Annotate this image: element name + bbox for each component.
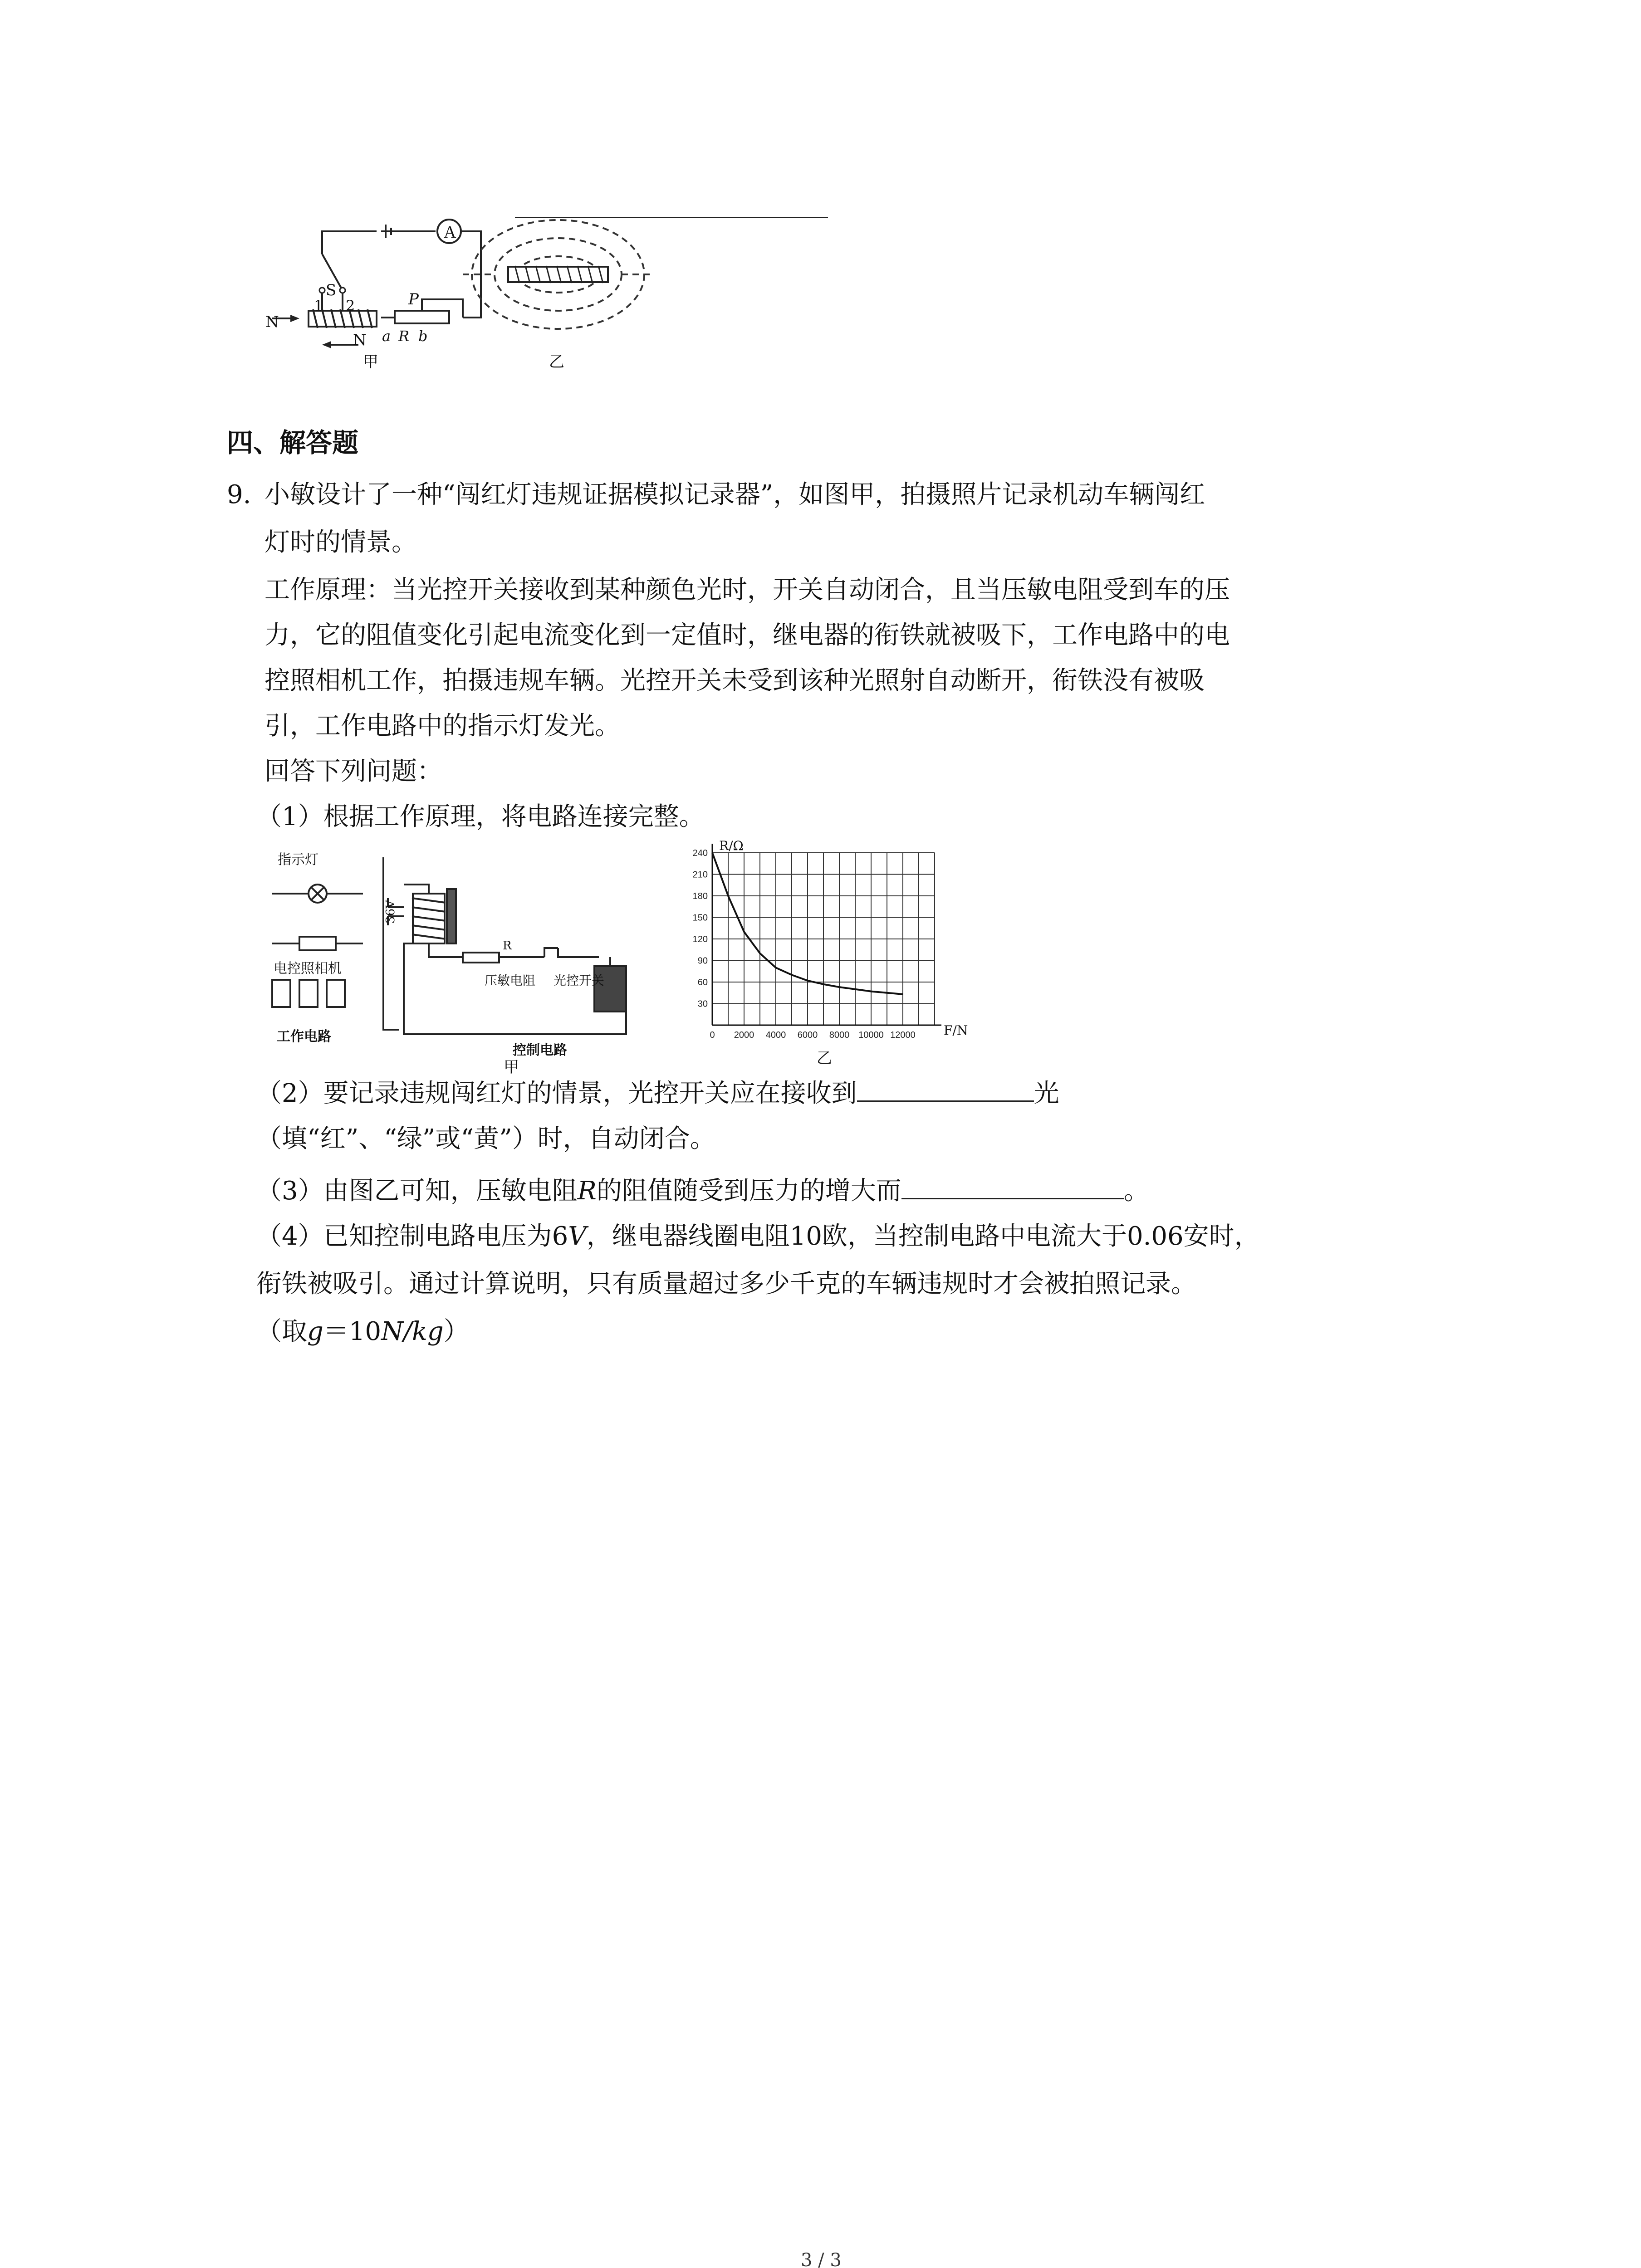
sub-question-2-line2: （填“红”、“绿”或“黄”）时，自动闭合。 (256, 1124, 715, 1154)
chart-y-axis-label: R/Ω (719, 838, 744, 853)
principle-line3: 控照相机工作，拍摄违规车辆。光控开关未受到该种光照射自动断开，衔铁没有被吸 (265, 666, 1205, 695)
rheostat-r-label: R (398, 327, 410, 345)
q4-text-b: ，继电器线圈电阻10欧，当控制电路中电流大于0.06安时， (586, 1222, 1260, 1251)
sub-question-2-line1 (256, 1075, 1059, 1110)
switch-label: S (326, 281, 337, 299)
page-number: 3 / 3 (801, 2250, 842, 2268)
chart-x-tick-label: 12000 (890, 1030, 916, 1040)
q4-g-symbol: g (307, 1317, 323, 1346)
ammeter-label: A (444, 223, 456, 242)
chart-x-axis-label: F/N (944, 1023, 968, 1038)
rheostat-b-label: b (418, 327, 428, 345)
sub-question-4-line1 (256, 1220, 1260, 1253)
question-number: 9. (227, 480, 251, 509)
control-circuit-label: 控制电路 (513, 1042, 567, 1058)
q4-unit: N/kg (381, 1317, 444, 1346)
q3-text-b: 的阻值随受到压力的增大而 (596, 1176, 901, 1206)
slider-p-label: P (408, 290, 419, 308)
q4-line3-a: （取 (256, 1317, 307, 1346)
question-intro-line2: 灯时的情景。 (265, 528, 417, 557)
figure-control-circuit (268, 844, 676, 1052)
chart-y-tick-label: 30 (697, 999, 708, 1009)
pole-n-mid-label: N (353, 331, 367, 349)
chart-caption: 乙 (817, 1049, 832, 1067)
figure-yi-field-lines (458, 218, 658, 367)
pole-n-left-label: N (265, 313, 279, 331)
chart-y-tick-label: 150 (692, 913, 708, 923)
q3-text-c: 。 (1123, 1176, 1149, 1206)
principle-line1: 工作原理：当光控开关接收到某种颜色光时，开关自动闭合，且当压敏电阻受到车的压 (265, 575, 1230, 605)
q3-text-a: （3）由图乙可知，压敏电阻 (256, 1176, 578, 1206)
chart-x-tick-label: 0 (710, 1030, 715, 1040)
q4-text-a: （4）已知控制电路电压为6 (256, 1222, 568, 1251)
principle-line4: 引，工作电路中的指示灯发光。 (265, 711, 620, 741)
contact-2-label: 2 (346, 297, 355, 314)
chart-y-tick-label: 60 (697, 978, 708, 987)
chart-y-tick-label: 210 (692, 870, 708, 880)
question-intro-line1: 小敏设计了一种“闯红灯违规证据模拟记录器”，如图甲，拍摄照片记录机动车辆闯红 (265, 480, 1205, 509)
figure-jia-circuit-caption: 甲 (504, 1058, 519, 1076)
principle-line2: 力，它的阻值变化引起电流变化到一定值时，继电器的衔铁就被吸下，工作电路中的电 (265, 621, 1230, 650)
q3-r-symbol: R (577, 1176, 597, 1206)
chart-x-tick-label: 8000 (829, 1030, 850, 1040)
pressure-resistor-label: 压敏电阻 (485, 973, 536, 988)
chart-r-vs-f (681, 839, 962, 1057)
chart-x-tick-label: 4000 (765, 1030, 786, 1040)
sub-question-4-line3 (256, 1315, 469, 1348)
chart-x-tick-label: 2000 (734, 1030, 754, 1040)
contact-1-label: 1 (314, 297, 323, 314)
q4-v-symbol: V (568, 1222, 587, 1251)
work-circuit-label: 工作电路 (277, 1029, 331, 1045)
q4-line3-b: ＝10 (323, 1317, 382, 1346)
camera-label: 电控照相机 (274, 961, 342, 977)
sub-question-4-line2: 衔铁被吸引。通过计算说明，只有质量超过多少千克的车辆违规时才会被拍照记录。 (256, 1269, 1196, 1299)
sub-question-3 (256, 1173, 1149, 1207)
chart-y-tick-label: 120 (692, 934, 708, 944)
q2-text-a: （2）要记录违规闯红灯的情景，光控开关应在接收到 (256, 1079, 857, 1108)
rheostat-a-label: a (382, 327, 391, 345)
voltage-label: 36V (383, 900, 397, 924)
section-heading: 四、解答题 (227, 427, 359, 458)
q4-line3-c: ） (443, 1317, 469, 1346)
chart-x-tick-label: 10000 (858, 1030, 884, 1040)
answer-prompt: 回答下列问题： (265, 757, 442, 786)
chart-y-tick-label: 240 (692, 848, 708, 858)
q2-answer-blank[interactable] (857, 1075, 1034, 1102)
resistor-r-label: R (503, 939, 512, 953)
figure-yi-caption: 乙 (549, 353, 564, 371)
q2-text-b: 光 (1034, 1079, 1059, 1108)
chart-y-tick-label: 180 (692, 891, 708, 901)
light-switch-label: 光控开关 (554, 973, 605, 988)
figure-jia-caption: 甲 (363, 353, 378, 371)
chart-x-tick-label: 6000 (797, 1030, 818, 1040)
chart-y-tick-label: 90 (697, 956, 708, 966)
q3-answer-blank[interactable] (901, 1173, 1124, 1199)
indicator-lamp-label: 指示灯 (278, 852, 318, 868)
sub-question-1: （1）根据工作原理，将电路连接完整。 (256, 802, 705, 831)
